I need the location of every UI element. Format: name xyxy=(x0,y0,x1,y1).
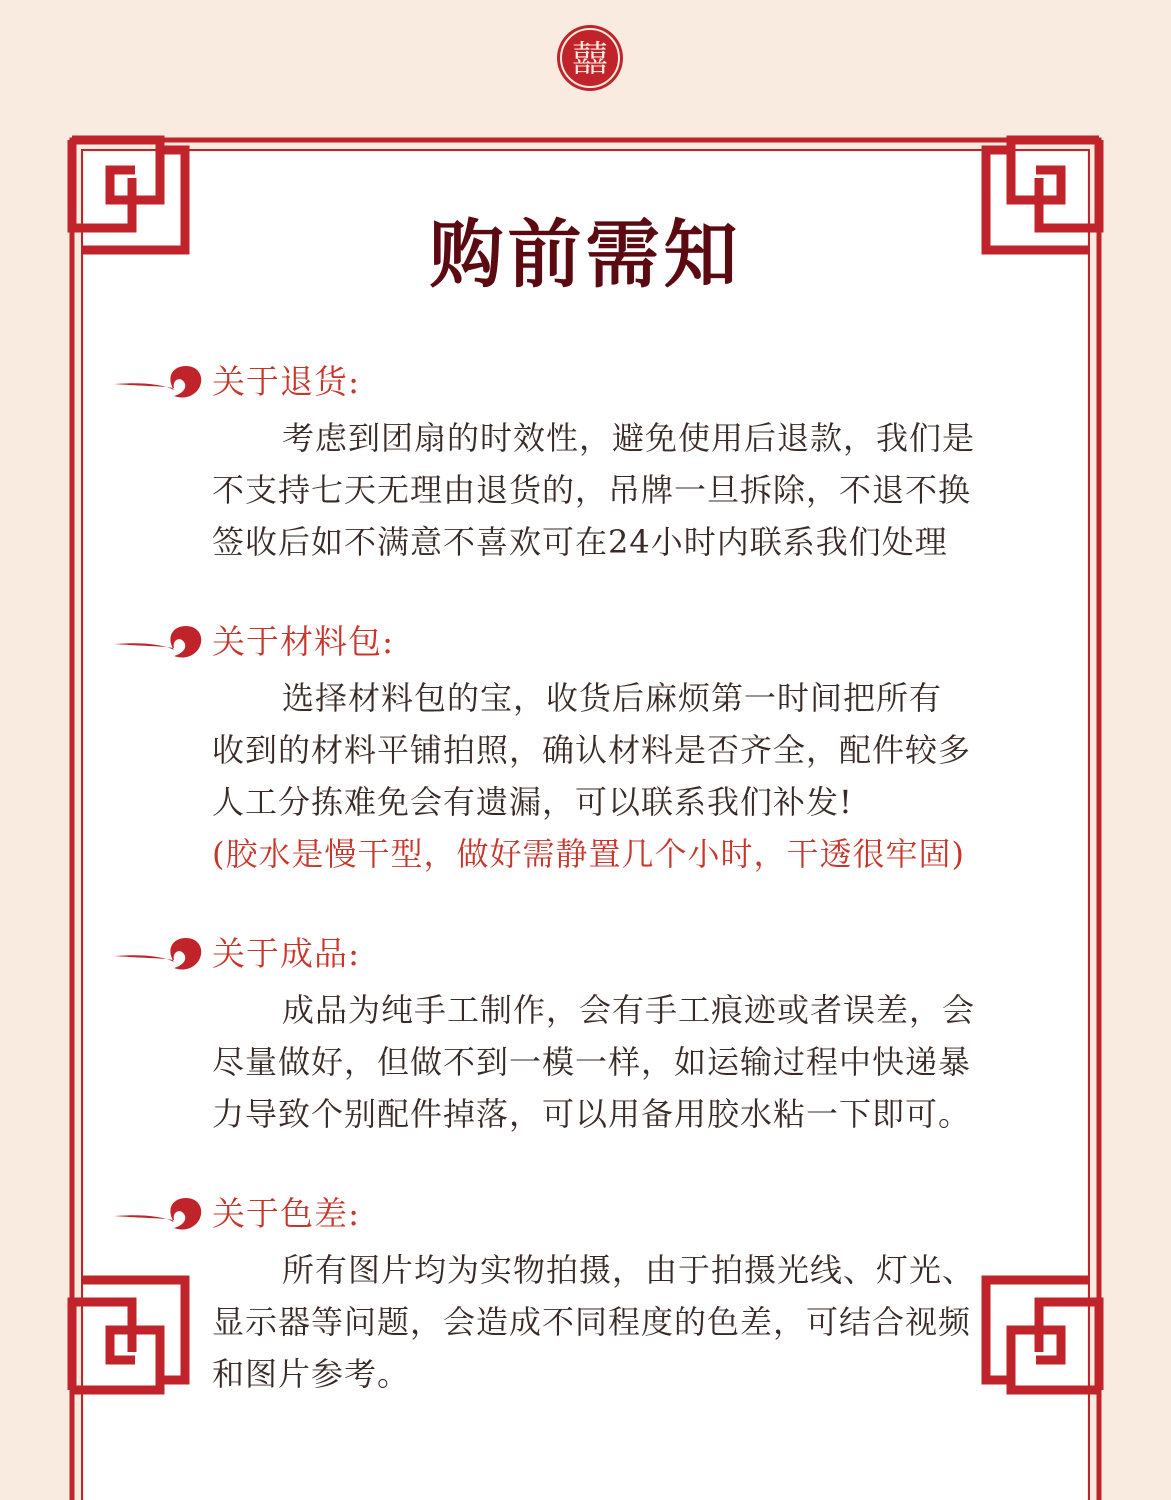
text-line: 选择材料包的宝，收货后麻烦第一时间把所有 xyxy=(282,679,943,717)
section-material-kit xyxy=(112,620,1012,880)
section-header xyxy=(112,1192,1012,1244)
text-line: 力导致个别配件掉落，可以用备用胶水粘一下即可。 xyxy=(212,1095,972,1133)
text-line: 和图片参考。 xyxy=(212,1355,411,1393)
text-line: 签收后如不满意不喜欢可在24小时内联系我们处理 xyxy=(212,523,948,561)
glue-note: (胶水是慢干型，做好需静置几个小时，干透很牢固) xyxy=(212,835,965,873)
text-line: 显示器等问题，会造成不同程度的色差，可结合视频 xyxy=(212,1303,972,1341)
section-title: 关于色差: xyxy=(212,1194,361,1233)
section-header xyxy=(112,932,1012,984)
section-finished-product xyxy=(112,932,1012,1140)
section-body xyxy=(212,1244,982,1400)
text-line: 尽量做好，但做不到一模一样，如运输过程中快递暴 xyxy=(212,1043,972,1081)
text-line: 所有图片均为实物拍摄，由于拍摄光线、灯光、 xyxy=(282,1251,976,1289)
section-title: 关于退货: xyxy=(212,362,361,401)
section-header xyxy=(112,360,1012,412)
auspicious-cloud-icon xyxy=(112,360,204,406)
text-line: 成品为纯手工制作，会有手工痕迹或者误差，会 xyxy=(282,991,976,1029)
double-happiness-seal-icon xyxy=(555,23,625,93)
text-line: 人工分拣难免会有遗漏，可以联系我们补发! xyxy=(212,783,853,821)
page-title: 购前需知 xyxy=(429,212,742,298)
text-line: 考虑到团扇的时效性，避免使用后退款，我们是 xyxy=(282,419,976,457)
section-body xyxy=(212,984,982,1140)
section-header xyxy=(112,620,1012,672)
text-line: 不支持七天无理由退货的，吊牌一旦拆除，不退不换 xyxy=(212,471,972,509)
auspicious-cloud-icon xyxy=(112,620,204,666)
section-body xyxy=(212,672,982,880)
svg-text:囍: 囍 xyxy=(571,39,609,80)
section-title: 关于成品: xyxy=(212,934,361,973)
text-line: 收到的材料平铺拍照，确认材料是否齐全，配件较多 xyxy=(212,731,972,769)
section-color-difference xyxy=(112,1192,1012,1400)
auspicious-cloud-icon xyxy=(112,932,204,978)
section-body xyxy=(212,412,982,568)
auspicious-cloud-icon xyxy=(112,1192,204,1238)
section-returns xyxy=(112,360,1012,568)
section-title: 关于材料包: xyxy=(212,622,395,661)
